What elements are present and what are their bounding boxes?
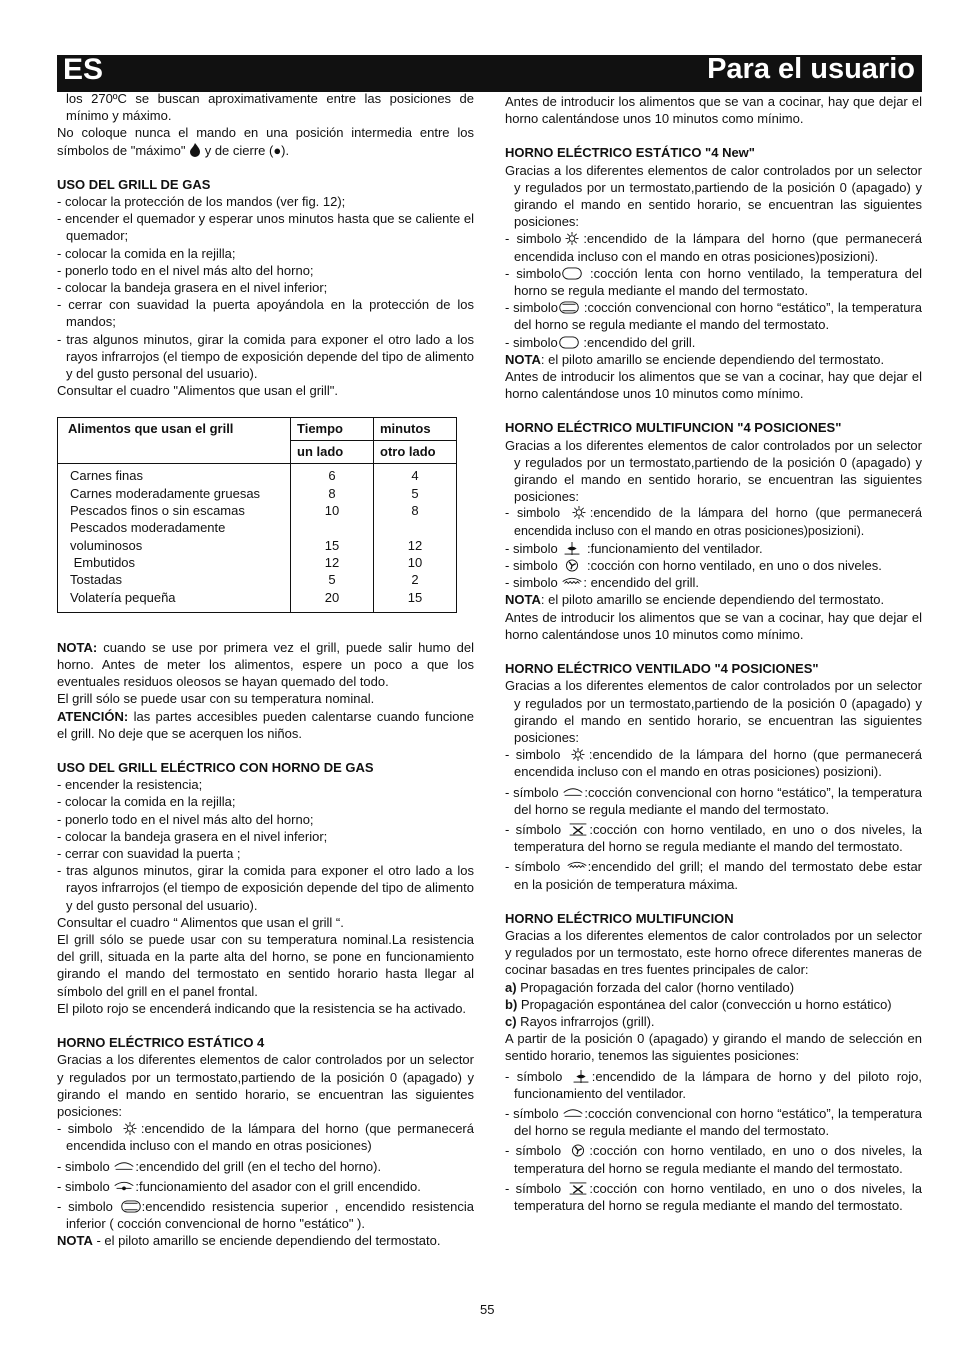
list-item: - tras algunos minutos, girar la comida para exponer el otro lado a los rayos infrarrojos (el tiempo de exposición depende del tipo de alimento y del gusto personal del usuario). — [57, 863, 474, 913]
list-item: - simbolo :encendido de la lámpara del horno (que permanecerá encendida incluso con el mando en otras posiciones)posizioni). — [505, 231, 922, 264]
fan-icon — [561, 542, 583, 555]
food-name: Volatería pequeña — [70, 589, 176, 605]
note: NOTA: cuando se use por primera vez el grill, puede salir humo del horno. Antes de meter los alimentos, espere un poco a que los eventuales residuos oleosos se hayan quemado del todo. — [57, 639, 474, 690]
table-cell — [58, 464, 291, 612]
intro-text: No coloque nunca el mando en una posición intermedia entre los símbolos de "máximo" y de cierre (●). — [57, 125, 474, 158]
lamp-icon — [568, 506, 590, 519]
table-header: un lado — [291, 441, 374, 464]
paragraph: El grill sólo se puede usar con su temperatura nominal.La resistencia del grill, situada en la parte alta del horno, se pone en funcionamiento girando el mando del termostato en sentido horario hasta llegar al símbolo del grill en el panel frontal. — [57, 932, 474, 999]
list-item: - símbolo :cocción convencional con horno “estático”, la temperatura del horno se regula mediante el mando del termostato. — [505, 1105, 922, 1139]
list-item: - colocar la bandeja grasera en el nivel inferior; — [57, 280, 328, 296]
right-column — [505, 93, 922, 1214]
list-item: - ponerlo todo en el nivel más alto del horno; — [57, 811, 314, 827]
paragraph: El piloto rojo se encenderá indicando que la resistencia se ha activado. — [57, 1000, 467, 1016]
grill-icon — [558, 336, 580, 349]
grill-icon — [561, 576, 583, 589]
intro-text: los 270ºC se buscan aproximativamente entre las posiciones de mínimo y máximo. — [66, 91, 474, 124]
fan-lamp-icon — [570, 1070, 592, 1083]
paragraph: Consultar el cuadro “ Alimentos que usan el grill “. — [57, 914, 344, 930]
list-item: - colocar la comida en la rejilla; — [57, 794, 236, 810]
section-title: USO DEL GRILL ELÉCTRICO CON HORNO DE GAS — [57, 760, 374, 776]
left-column — [57, 90, 474, 1250]
paragraph: Gracias a los diferentes elementos de calor controlados por un selector y regulados por un termostato,partiendo de la posición 0 (apagado) y girando el mando en sentido horario, se encuentran las siguientes posiciones: — [57, 1052, 474, 1119]
list-item: a) Propagación forzada del calor (horno ventilado) — [505, 979, 795, 995]
paragraph: A partir de la posición 0 (apagado) y girando el mando de selección en sentido horario, tenemos las siguientes posiciones: — [505, 1031, 922, 1064]
static-oven-icon — [562, 786, 584, 799]
food-name: Carnes moderadamente gruesas — [70, 485, 261, 501]
table-header: Tiempo — [291, 418, 374, 441]
section-title: HORNO ELÉCTRICO ESTÁTICO "4 New" — [505, 145, 755, 161]
list-item: - simbolo :encendido resistencia superior , encendido resistencia inferior ( cocción convencional de horno "estático" ). — [57, 1198, 474, 1232]
paragraph: Gracias a los diferentes elementos de calor controlados por un selector y regulados por un termostato, este horno ofrece diferentes maneras de cocinar basadas en tres fuentes principales de calor: — [505, 927, 922, 978]
table-cell: 4 5 8 12 10 2 15 — [374, 464, 457, 612]
list-item: - simbolo : encendido del grill. — [505, 575, 699, 591]
list-item: - tras algunos minutos, girar la comida para exponer el otro lado a los rayos infrarrojos (el tiempo de exposición depende del tipo de alimento y del gusto personal del usuario). — [57, 331, 474, 382]
list-item: - símbolo :cocción convencional con horno “estático”, la temperatura del horno se regula mediante el mando del termostato. — [505, 784, 922, 817]
list-item: - símbolo :encendido del grill; el mando del termostato debe estar en la posición de temperatura máxima. — [505, 859, 923, 892]
fan-oven-icon — [567, 823, 589, 836]
list-item: - símbolo :cocción con horno ventilado, en uno o dos niveles, la temperatura del horno se regula mediante el mando del termostato. — [505, 1143, 922, 1176]
section-title: HORNO ELÉCTRICO MULTIFUNCION "4 POSICIONES" — [505, 420, 842, 436]
static-oven-icon — [558, 301, 580, 314]
language-code: ES — [63, 53, 104, 86]
list-item: c) Rayos infrarrojos (grill). — [505, 1013, 655, 1029]
flame-icon — [189, 143, 201, 157]
table-cell: 6 8 10 15 12 5 20 — [291, 464, 374, 612]
paragraph: Consultar el cuadro "Alimentos que usan el grill". — [57, 383, 338, 399]
list-item: - simbolo :cocción lenta con horno ventilado, la temperatura del horno se regula mediante el mando del termostato. — [505, 265, 922, 299]
list-item: - simbolo :funcionamiento del ventilador. — [505, 540, 763, 556]
list-item: - colocar la comida en la rejilla; — [57, 245, 236, 261]
list-item: - ponerlo todo en el nivel más alto del horno; — [57, 262, 314, 278]
paragraph: Gracias a los diferentes elementos de calor controlados por un selector y regulados por un termostato,partiendo de la posición 0 (apagado) y girando el mando en sentido horario, se encuentran las siguientes posiciones: — [505, 162, 922, 230]
list-item: - símbolo :cocción con horno ventilado, en uno o dos niveles, la temperatura del horno se regula mediante el mando del termostato. — [505, 1180, 922, 1213]
slow-cook-icon — [561, 267, 583, 280]
table-header: minutos — [374, 418, 457, 441]
list-item: - encender la resistencia; — [57, 777, 203, 793]
header-bar — [57, 55, 922, 92]
note: NOTA: el piloto amarillo se enciende dependiendo del termostato. — [505, 592, 885, 608]
section-title: HORNO ELÉCTRICO MULTIFUNCION — [505, 910, 734, 926]
rotisserie-icon — [113, 1180, 135, 1193]
list-item: - encender el quemador y esperar unos minutos hasta que se caliente el quemador; — [57, 211, 474, 244]
page-title: Para el usuario — [707, 53, 915, 85]
paragraph: Antes de introducir los alimentos que se van a cocinar, hay que dejar el horno calentándose unos 10 minutos como mínimo. — [505, 369, 922, 402]
food-name: voluminosos — [70, 537, 143, 553]
section-title: HORNO ELÉCTRICO ESTÁTICO 4 — [57, 1035, 265, 1051]
note: NOTA: el piloto amarillo se enciende dependiendo del termostato. — [505, 351, 885, 367]
list-item: - cerrar con suavidad la puerta ; — [57, 846, 241, 862]
list-item: - simbolo :cocción con horno ventilado, en uno o dos niveles. — [505, 558, 882, 574]
food-name: Pescados finos o sin escamas — [70, 503, 245, 519]
table-header: Alimentos que usan el grill — [58, 418, 291, 464]
section-title: USO DEL GRILL DE GAS — [57, 176, 211, 192]
note: NOTA - el piloto amarillo se enciende dependiendo del termostato. — [57, 1233, 441, 1249]
list-item: - simbolo :encendido de la lámpara del horno (que permanecerá encendida incluso con el mando en otras posiciones) — [57, 1121, 474, 1154]
grill-icon — [566, 860, 588, 873]
food-name: Pescados moderadamente — [70, 520, 226, 536]
food-name: Embutidos — [70, 554, 136, 570]
food-name: Carnes finas — [70, 468, 143, 484]
list-item: - simbolo :encendido del grill. — [505, 334, 696, 350]
paragraph: Antes de introducir los alimentos que se van a cocinar, hay que dejar el horno calentándose unos 10 minutos como mínimo. — [505, 609, 922, 642]
fan-oven-icon — [561, 559, 583, 572]
fan-top-bottom-icon — [567, 1182, 589, 1195]
list-item: - colocar la protección de los mandos (ver fig. 12); — [57, 194, 346, 210]
list-item: - simbolo :encendido del grill (en el techo del horno). — [57, 1158, 382, 1174]
paragraph: Gracias a los diferentes elementos de calor controlados por un selector y regulados por un termostato,partiendo de la posición 0 (apagado) y girando el mando en sentido horario, se encuentran las siguientes posiciones: — [505, 437, 922, 505]
list-item: - simbolo :encendido de la lámpara del horno (que permanecerá encendida incluso con el mando en otras posiciones) posizioni). — [505, 747, 922, 780]
list-item: b) Propagación espontánea del calor (convección u horno estático) — [505, 996, 892, 1012]
list-item: - simbolo :encendido de la lámpara del horno (que permanecerá encendida incluso con el mando en otras posiciones)posizioni). — [505, 506, 922, 538]
grill-food-table — [57, 417, 457, 612]
list-item: - simbolo :funcionamiento del asador con el grill encendido. — [57, 1178, 421, 1194]
lamp-icon — [567, 748, 589, 761]
table-header: otro lado — [374, 441, 457, 464]
list-item: - símbolo :encendido de la lámpara de horno y del piloto rojo, funcionamiento del ventilador. — [505, 1068, 922, 1101]
page-number: 55 — [480, 1302, 495, 1317]
top-bottom-heat-icon — [120, 1200, 142, 1213]
static-oven-icon — [562, 1107, 584, 1120]
section-title: HORNO ELÉCTRICO VENTILADO "4 POSICIONES" — [505, 661, 819, 677]
paragraph: Antes de introducir los alimentos que se van a cocinar, hay que dejar el horno calentándose unos 10 minutos como mínimo. — [505, 94, 922, 127]
lamp-icon — [561, 232, 583, 245]
fan-oven-icon — [567, 1144, 589, 1157]
lamp-icon — [119, 1122, 141, 1135]
paragraph: El grill sólo se puede usar con su temperatura nominal. — [57, 691, 375, 707]
list-item: - simbolo :cocción convencional con horno “estático”, la temperatura del horno se regula mediante el mando del termostato. — [505, 300, 922, 333]
paragraph: Gracias a los diferentes elementos de calor controlados por un selector y regulados por un termostato,partiendo de la posición 0 (apagado) y girando el mando en sentido horario, se encuentran las siguientes posiciones: — [505, 678, 922, 745]
grill-top-icon — [113, 1160, 135, 1173]
warning: ATENCIÓN: las partes accesibles pueden calentarse cuando funcione el grill. No deje que se acerquen los niños. — [57, 708, 474, 741]
food-name: Tostadas — [70, 572, 123, 588]
list-item: - símbolo :cocción con horno ventilado, en uno o dos niveles, la temperatura del horno se regula mediante el mando del termostato. — [505, 821, 922, 855]
list-item: - colocar la bandeja grasera en el nivel inferior; — [57, 828, 328, 844]
list-item: - cerrar con suavidad la puerta apoyándola en la protección de los mandos; — [57, 297, 474, 330]
